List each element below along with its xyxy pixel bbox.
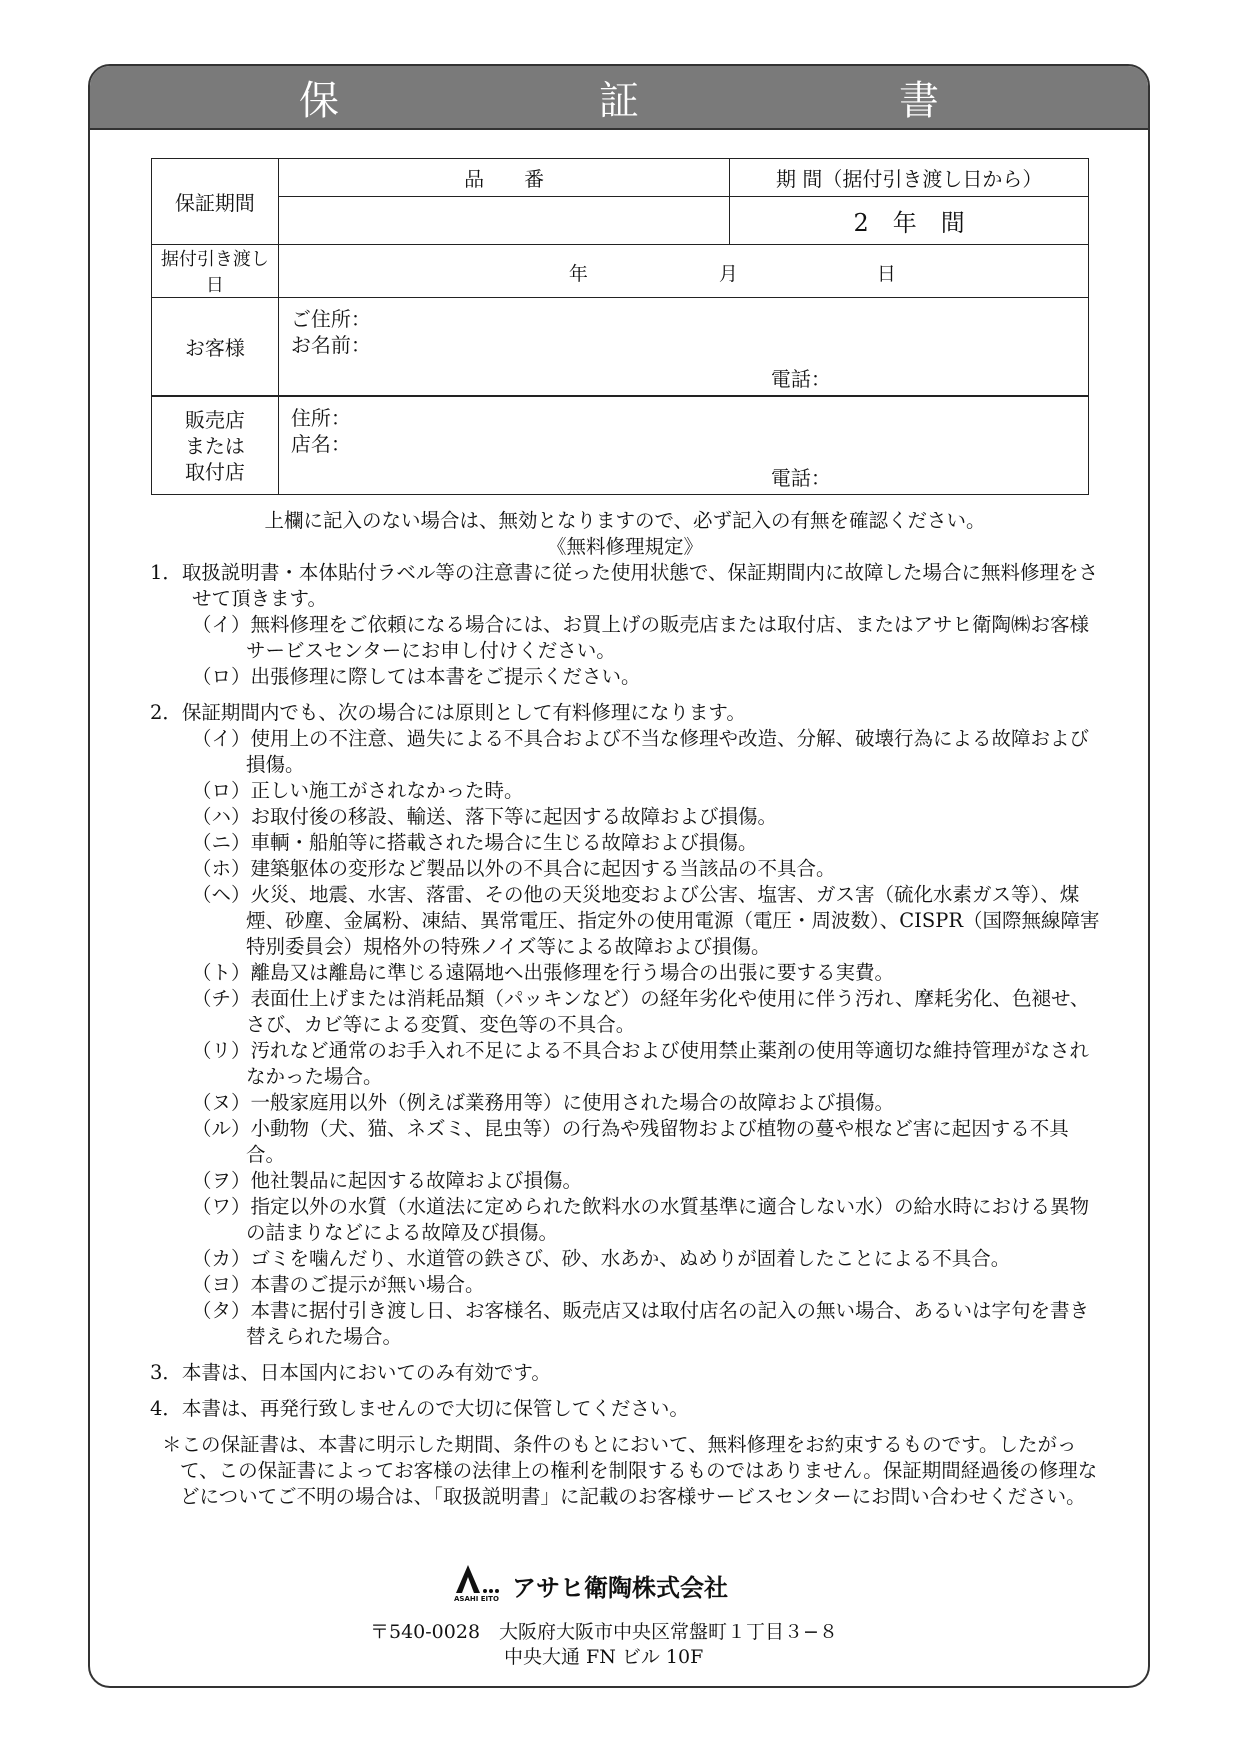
rule-2-item: （ハ）お取付後の移設、輸送、落下等に起因する故障および損傷。 [192,805,778,828]
delivery-date-label: 据付引き渡し日 [152,245,279,298]
day-label: 日 [876,263,896,285]
year-label: 年 [568,263,588,285]
rule-2-item: （ヌ）一般家庭用以外（例えば業務用等）に使用された場合の故障および損傷。 [192,1091,895,1114]
rule-2-item: （カ）ゴミを噛んだり、水道管の鉄さび、砂、水あか、ぬめりが固着したことによる不具合。 [192,1247,1011,1270]
period-value: 2 年 間 [730,197,1089,245]
rule-1-item: （イ）無料修理をご依頼になる場合には、お買上げの販売店または取付店、またはアサヒ衛陶㈱お客様サービスセンターにお申し付けください。 [192,613,1090,662]
rule-2-item: （ホ）建築躯体の変形など製品以外の不具合に起因する当該品の不具合。 [192,857,836,880]
fill-in-notice: 上欄に記入のない場合は、無効となりますので、必ず記入の有無を確認ください。 [264,509,986,532]
customer-info-field[interactable] [278,298,1088,396]
rule-2-item: （リ）汚れなど通常のお手入れ不足による不具合および使用禁止薬剤の使用等適切な維持管理がなされなかった場合。 [192,1039,1090,1088]
company-name: アサヒ衛陶株式会社 [512,1573,728,1602]
dealer-name-label: 店名： [290,431,351,456]
rule-2-item: （ロ）正しい施工がされなかった時。 [192,779,524,802]
period-label: 保証期間 [152,159,279,245]
dealer-info-field[interactable] [278,397,1088,495]
month-label: 月 [718,263,738,285]
rule-2-item: （ト）離島又は離島に準じる遠隔地へ出張修理を行う場合の出張に要する実費。 [192,961,895,984]
rule-1-item: （ロ）出張修理に際しては本書をご提示ください。 [192,665,641,688]
rule-2-item: （ル）小動物（犬、猫、ネズミ、昆虫等）の行為や残留物および植物の蔓や根など害に起因する不具合。 [192,1117,1069,1166]
dealer-address-label: 住所： [290,405,351,430]
rule-3: 3．本書は、日本国内においてのみ有効です。 [150,1361,551,1384]
company-address [370,1620,890,1670]
dealer-table [151,396,1089,495]
rule-4: 4．本書は、再発行致しませんので大切に保管してください。 [150,1397,689,1420]
page-title: 保 証 書 [299,77,1049,124]
warranty-terms [150,508,1100,1510]
rule-2-item: （タ）本書に据付引き渡し日、お客様名、販売店又は取付店名の記入の無い場合、あるいは字句を書き替えられた場合。 [192,1299,1090,1348]
rule-2: 2．保証期間内でも、次の場合には原則として有料修理になります。 [150,701,746,724]
address-line-1: 〒540-0028 大阪府大阪市中央区常盤町１丁目３−８ [370,1621,838,1643]
rule-1: 1．取扱説明書・本体貼付ラベル等の注意書に従った使用状態で、保証期間内に故障した場合に無料修理をさせて頂きます。 [150,561,1099,610]
rule-2-item: （ニ）車輌・船舶等に搭載された場合に生じる故障および損傷。 [192,831,758,854]
customer-label: お客様 [152,298,279,396]
delivery-date-field[interactable] [278,245,1088,298]
rule-2-item: （ワ）指定以外の水質（水道法に定められた飲料水の水質基準に適合しない水）の給水時における異物の詰まりなどによる故障及び損傷。 [192,1195,1090,1244]
rules-title: 《無料修理規定》 [546,535,703,558]
logo-subtext: ASAHI EITO [454,1595,499,1603]
customer-address-label: ご住所： [290,306,371,331]
company-logo [454,1565,728,1605]
rule-2-item: （ヨ）本書のご提示が無い場合。 [192,1273,485,1296]
dealer-label: 販売店 または 取付店 [152,397,279,495]
asahi-eito-logo-icon [454,1565,500,1605]
rule-2-item: （イ）使用上の不注意、過失による不具合および不当な修理や改造、分解、破壊行為による故障および損傷。 [192,727,1090,776]
warranty-table [151,158,1089,396]
customer-phone-label: 電話： [770,366,831,391]
dealer-phone-label: 電話： [770,465,831,490]
product-header: 品 番 [278,159,730,197]
title-bar [90,66,1148,130]
customer-name-label: お名前： [290,332,371,357]
period-header: 期 間（据付引き渡し日から） [730,159,1089,197]
rule-2-item: （チ）表面仕上げまたは消耗品類（パッキンなど）の経年劣化や使用に伴う汚れ、摩耗劣化、色褪せ、さび、カビ等による変質、変色等の不具合。 [192,987,1090,1036]
rule-2-item: （ヲ）他社製品に起因する故障および損傷。 [192,1169,583,1192]
product-number-field[interactable] [278,197,730,245]
address-line-2: 中央大通 FN ビル 10F [504,1646,704,1668]
rule-2-item: （ヘ）火災、地震、水害、落雷、その他の天災地変および公害、塩害、ガス害（硫化水素ガス等）、煤煙、砂塵、金属粉、凍結、異常電圧、指定外の使用電源（電圧・周波数）、CISPR（国際無線障害特別委員会）規格外の特殊ノイズ等による故障および損傷。 [192,883,1100,958]
footnote: ＊この保証書は、本書に明示した期間、条件のもとにおいて、無料修理をお約束するものです。したがって、この保証書によってお客様の法律上の権利を制限するものではありません。保証期間経過後の修理などについてご不明の場合は、「取扱説明書」に記載のお客様サービスセンターにお問い合わせください。 [162,1433,1098,1508]
